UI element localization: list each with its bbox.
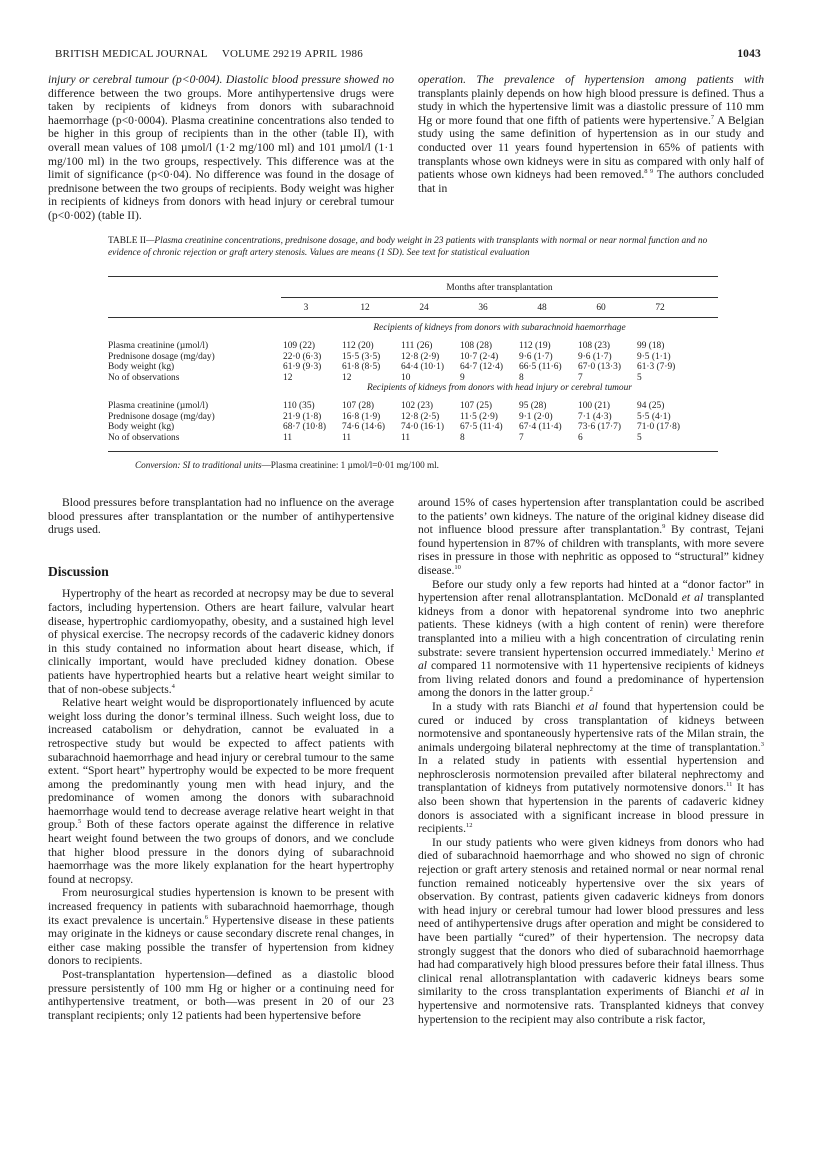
span-header: Months after transplantation bbox=[446, 283, 553, 293]
column-header-12: 12 bbox=[360, 303, 370, 313]
table-cell: 5 bbox=[637, 432, 642, 443]
journal-name: BRITISH MEDICAL JOURNAL bbox=[55, 48, 208, 60]
table-cell: 11·5 (2·9) bbox=[460, 411, 498, 422]
reference-marker: 5 bbox=[77, 818, 82, 826]
reference-marker: 11 bbox=[726, 781, 733, 789]
volume-number: 292 bbox=[272, 49, 290, 60]
paragraph-text: In a related study in patients with essential hypertension and nephrosclerosis normotension prevailed after bilateral nephrectomy and transplantation of kidneys from putatively normotensive donors. bbox=[418, 754, 764, 795]
page-number: 1043 bbox=[737, 48, 761, 60]
paragraph-text: found that hypertension could be cured or induced by cross transplantation of kidneys between normotensive and spontaneously hypertensive rats of the Milan strain, the animals undergoing bilateral nephrectomy at the time of transplantation. bbox=[418, 699, 764, 754]
column-header-36: 36 bbox=[478, 303, 488, 313]
table-cell: 107 (28) bbox=[342, 401, 375, 411]
row-label: Prednisone dosage (mg/day) bbox=[108, 411, 215, 422]
paragraph bbox=[418, 836, 764, 1026]
paragraph bbox=[418, 496, 764, 578]
paragraph-text: Both of these factors operate against the difference in relative heart weight found between the two groups of donors, and we conclude that higher blood pressure in the donors dying of subarachnoid haemorrhage was the more likely explanation for the heart hypertrophy found at necropsy. bbox=[48, 818, 394, 886]
paragraph bbox=[48, 886, 394, 968]
table-cell: 108 (28) bbox=[460, 341, 493, 351]
reference-marker: 6 bbox=[204, 913, 209, 921]
footnote-text: —Plasma creatinine: 1 µmol/l=0·01 mg/100 ml. bbox=[261, 460, 439, 470]
paragraph bbox=[48, 696, 394, 886]
table-cell: 64·7 (12·4) bbox=[460, 362, 503, 372]
paragraph bbox=[418, 700, 764, 836]
table-cell: 5 bbox=[637, 372, 642, 383]
column-top-right bbox=[418, 73, 764, 195]
table-cell: 11 bbox=[342, 432, 352, 443]
paragraph-text: By contrast, Tejani found hypertension in 87% of children with transplants, with more severe rises in pressure in those with nephritic as opposed to “structural” kidney disease. bbox=[418, 523, 765, 577]
reference-marker: 10 bbox=[454, 563, 461, 571]
section-heading: Discussion bbox=[48, 563, 109, 579]
journal-volume bbox=[55, 48, 289, 60]
paragraph-text: compared 11 normotensive with 11 hypertensive recipients of kidneys from living related donors and found a predominance of hypertension among the donors in the latter group. bbox=[418, 659, 764, 700]
table-cell: 61·3 (7·9) bbox=[637, 362, 676, 372]
table-label: TABLE II bbox=[108, 236, 147, 246]
paragraph bbox=[48, 73, 394, 223]
et-al: et al bbox=[726, 985, 750, 999]
reference-marker: 12 bbox=[465, 822, 473, 830]
table-cell: 111 (26) bbox=[401, 341, 433, 351]
group-heading: Recipients of kidneys from donors with subarachnoid haemorrhage bbox=[373, 323, 626, 333]
row-label: Prednisone dosage (mg/day) bbox=[108, 351, 215, 362]
footnote-label: Conversion: SI to traditional units bbox=[135, 460, 262, 470]
paragraph-text: in hypertensive and normotensive rats. Transplanted kidneys that convey hypertension to the recipient may also contribute a risk factor, bbox=[418, 985, 764, 1026]
table-cell: 5·5 (4·1) bbox=[637, 411, 671, 422]
table-bottom-rule bbox=[108, 451, 718, 452]
table-cell: 108 (23) bbox=[578, 341, 611, 351]
table-cell: 67·0 (13·3) bbox=[578, 362, 621, 372]
table-cell: 74·0 (16·1) bbox=[401, 422, 444, 432]
table-cell: 102 (23) bbox=[401, 401, 434, 411]
table-cell: 11 bbox=[283, 432, 293, 443]
column-bottom-left bbox=[48, 496, 394, 1022]
table-cell: 112 (20) bbox=[342, 341, 374, 351]
table-cell: 73·6 (17·7) bbox=[578, 422, 621, 432]
paragraph-text: A Belgian study using the same definition of hypertension as in our study and conducted over 11 years found hypertension in 65% of patients with transplants whose own kidneys were in situ as compared with only half of patients whose own kidneys had been removed. bbox=[418, 113, 764, 182]
column-header-3: 3 bbox=[303, 303, 309, 313]
reference-marker: 8 9 bbox=[644, 168, 654, 176]
paragraph-text: It has also been shown that hypertension in the parents of cadaveric kidney donors is associated with a significant increase in blood pressure in recipients. bbox=[418, 781, 764, 836]
table-cell: 71·0 (17·8) bbox=[637, 422, 680, 432]
table-cell: 8 bbox=[519, 372, 524, 383]
table-cell: 7 bbox=[519, 432, 524, 443]
table-cell: 12·8 (2·5) bbox=[401, 411, 440, 422]
running-head bbox=[55, 48, 761, 64]
table-cell: 109 (22) bbox=[283, 341, 316, 351]
paragraph: Blood pressures before transplantation had no influence on the average blood pressures after transplantation or the number of antihypertensive drugs used. bbox=[48, 496, 394, 537]
column-bottom-right bbox=[418, 496, 764, 1026]
paragraph-text: transplanted kidneys from a donor with hepatorenal syndrome into two anephric patients. These kidneys (with a high content of renin) were therefore transplanted into a milieu with a high concentration of circulating renin substrate: severe transient hypertension occurred immediately. bbox=[418, 591, 764, 659]
et-al: et al bbox=[418, 645, 764, 673]
table-cell: 68·7 (10·8) bbox=[283, 422, 326, 432]
reference-marker: 4 bbox=[171, 682, 175, 690]
table-caption bbox=[108, 235, 718, 259]
span-header-rule bbox=[281, 297, 718, 298]
table-cell: 107 (25) bbox=[460, 401, 493, 411]
table-cell: 66·5 (11·6) bbox=[519, 362, 562, 372]
reference-marker: 9 bbox=[662, 523, 666, 531]
italic-lead: injury or cerebral tumour (p<0·004). Diastolic blood pressure showed no bbox=[48, 73, 394, 86]
reference-marker: 7 bbox=[710, 113, 715, 121]
table-cell: 94 (25) bbox=[637, 401, 665, 411]
table-footnote bbox=[135, 460, 439, 470]
table-cell: 100 (21) bbox=[578, 401, 611, 411]
table-cell: 11 bbox=[401, 432, 411, 443]
reference-marker: 3 bbox=[760, 740, 764, 748]
et-al: et al bbox=[575, 699, 598, 713]
column-top-left bbox=[48, 73, 394, 223]
table-cell: 7·1 (4·3) bbox=[578, 411, 612, 422]
table-cell: 9·6 (1·7) bbox=[578, 351, 612, 362]
date-month: APRIL bbox=[304, 48, 338, 60]
table-cell: 12 bbox=[283, 372, 293, 383]
table-cell: 12 bbox=[342, 372, 352, 383]
reference-marker: 2 bbox=[589, 686, 593, 694]
paragraph-text: Relative heart weight would be disproportionately influenced by acute weight loss during the donor’s terminal illness. Such weight loss, due to increased catabolism or dehydration, cannot be evaluated in a retrospective study but would be expected to affect patients with subarachnoid haemorrhage and head injury or cerebral tumour to the same extent. “Sport heart” hypertrophy would be expected to be more frequent among the predominantly young men with head injury, and the predominance of women among the donors with subarachnoid haemorrhage would tend to decrease average relative heart weight in that group. bbox=[48, 696, 394, 832]
date-year: 1986 bbox=[340, 48, 363, 60]
row-label: Body weight (kg) bbox=[108, 422, 175, 432]
paragraph-text: Merino bbox=[714, 645, 756, 659]
table-cell: 67·5 (11·4) bbox=[460, 422, 503, 432]
table-cell: 64·4 (10·1) bbox=[401, 362, 444, 372]
table-cell: 10 bbox=[401, 372, 411, 383]
table-cell: 8 bbox=[460, 432, 465, 443]
row-label: Plasma creatinine (µmol/l) bbox=[108, 401, 209, 411]
table-cell: 6 bbox=[578, 432, 583, 443]
row-label: Body weight (kg) bbox=[108, 362, 175, 372]
table-cell: 110 (35) bbox=[283, 401, 315, 411]
column-header-60: 60 bbox=[596, 303, 606, 313]
table-cell: 9·1 (2·0) bbox=[519, 411, 553, 422]
paragraph-text: The authors concluded that in bbox=[418, 168, 764, 195]
row-label: No of observations bbox=[108, 372, 180, 383]
column-header-72: 72 bbox=[655, 303, 665, 313]
table-cell: 112 (19) bbox=[519, 341, 551, 351]
paragraph-text: Hypertrophy of the heart as recorded at necropsy may be due to several factors, including hypertension. Others are heart failure, valvular heart disease, hypertrophic cardiomyopathy, obesity, and a sustained high level of physical exercise. The necropsy records of the cadaveric kidney donors in this study contained no information about heart disease, which, if clinically important, would have precluded kidney donation. Obese patients have hypertrophied hearts but a relative heart weight similar to that of non-obese subjects. bbox=[48, 587, 394, 696]
paragraph bbox=[48, 587, 394, 696]
paragraph-text: From neurosurgical studies hypertension is known to be present with increased frequency in patients with subarachnoid haemorrhage, though its exact prevalence is uncertain. bbox=[48, 886, 394, 927]
reference-marker: 1 bbox=[710, 645, 715, 653]
paragraph bbox=[418, 578, 764, 700]
et-al: et al bbox=[681, 591, 704, 605]
table-cell: 21·9 (1·8) bbox=[283, 411, 322, 422]
table-cell: 74·6 (14·6) bbox=[342, 422, 385, 432]
column-header-24: 24 bbox=[419, 303, 429, 313]
volume-label: VOLUME bbox=[221, 48, 271, 60]
column-header-48: 48 bbox=[537, 303, 547, 313]
paragraph-text: difference between the two groups. More antihypertensive drugs were taken by recipients of kidneys from donors with subarachnoid haemorrhage (p<0·0004). Plasma creatinine concentrations also tended to be higher in this group of recipients than in the other (table II), with overall mean values of 108 µmol/l (1·2 mg/100 ml) and 101 µmol/l (1·1 mg/100 ml) in the two groups, respectively. This difference was at the limit of significance (p<0·04). No difference was found in the dosage of prednisone between the two groups of recipients. Body weight was higher in recipients of kidneys from donors with head injury or cerebral tumour (p<0·002) (table II). bbox=[48, 86, 394, 222]
table-cell: 67·4 (11·4) bbox=[519, 422, 562, 432]
table-cell: 9 bbox=[460, 372, 465, 383]
table-cell: 61·9 (9·3) bbox=[283, 362, 322, 372]
table-cell: 15·5 (3·5) bbox=[342, 351, 381, 362]
header-bottom-rule bbox=[108, 317, 718, 318]
table-cell: 12·8 (2·9) bbox=[401, 351, 440, 362]
table-cell: 10·7 (2·4) bbox=[460, 351, 499, 362]
paragraph-text: Hypertensive disease in these patients may originate in the kidneys or cause secondary discrete renal changes, in either case making possible the transfer of hypertension from kidney donors to recipients. bbox=[48, 913, 395, 968]
table-top-rule bbox=[108, 276, 718, 277]
table-caption-text: —Plasma creatinine concentrations, prednisone dosage, and body weight in 23 patients with transplants with normal or near normal function and no evidence of chronic rejection or graft artery stenosis. Values are means (1 SD). See text for statistical evaluation bbox=[108, 236, 708, 258]
row-label: Plasma creatinine (µmol/l) bbox=[108, 341, 209, 351]
paragraph-text: transplants plainly depends on how high blood pressure is defined. Thus a study in which the hypertensive limit was a diastolic pressure of 110 mm Hg or more found that one fifth of patients were hypertensive. bbox=[418, 86, 764, 127]
table-cell: 99 (18) bbox=[637, 341, 665, 351]
paragraph: Post-transplantation hypertension—defined as a diastolic blood pressure persistently of 100 mm Hg or higher or a continuing need for antihypertensive treatment, or both—was present in 20 of our 23 transplant recipients; only 12 patients had been hypertensive before bbox=[48, 968, 394, 1022]
table-cell: 95 (28) bbox=[519, 401, 547, 411]
paragraph-text: In a study with rats Bianchi bbox=[432, 699, 576, 713]
paragraph-text: around 15% of cases hypertension after transplantation could be ascribed to the patients’ own kidneys. The nature of the original kidney disease did not influence blood pressure after transplantation. bbox=[418, 496, 764, 537]
paragraph-text: In our study patients who were given kidneys from donors who had died of subarachnoid haemorrhage and who showed no sign of chronic rejection or graft artery stenosis and retained normal or near normal renal function remained noticeably hypertensive over the six years of observation. By contrast, patients given cadaveric kidneys from donors with head injury or cerebral tumour had lower blood pressures and less need of antihypertensive drugs after operation and might be considered to have been partially “cured” of their hypertension. The necropsy data strongly suggest that the donors who died of subarachnoid haemorrhage had had comparatively high blood pressures before their fatal illness. Thus clinical renal allotransplantation with cadaveric kidneys bears some similarity to the cross transplantation experiments of Bianchi bbox=[418, 835, 764, 999]
row-label: No of observations bbox=[108, 432, 180, 443]
italic-lead: operation. The prevalence of hypertension among patients with bbox=[418, 73, 764, 86]
issue-date bbox=[290, 48, 363, 60]
table-cell: 9·5 (1·1) bbox=[637, 351, 671, 362]
table-cell: 16·8 (1·9) bbox=[342, 411, 381, 422]
group-heading: Recipients of kidneys from donors with head injury or cerebral tumour bbox=[367, 383, 632, 393]
table-cell: 22·0 (6·3) bbox=[283, 351, 322, 362]
table-cell: 7 bbox=[578, 372, 583, 383]
date-day: 19 bbox=[290, 48, 302, 60]
paragraph bbox=[418, 73, 764, 195]
paragraph-text: Before our study only a few reports had hinted at a “donor factor” in hypertension after renal allotransplantation. McDonald bbox=[418, 577, 764, 605]
table-cell: 9·6 (1·7) bbox=[519, 351, 553, 362]
table-cell: 61·8 (8·5) bbox=[342, 362, 381, 372]
